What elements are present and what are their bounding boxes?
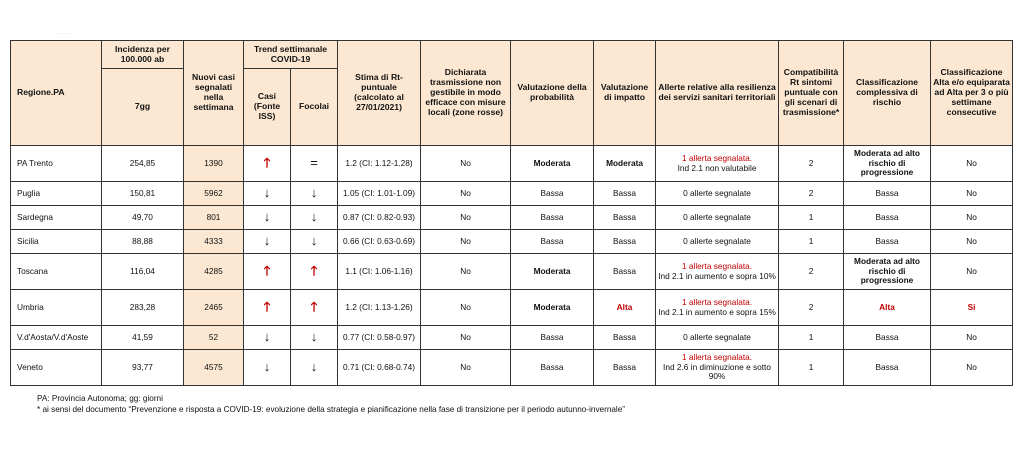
arrow-equal-icon: =	[310, 154, 318, 170]
cell-probabilita: Bassa	[511, 230, 594, 254]
cell-incidenza: 254,85	[102, 146, 184, 182]
cell-alta-3-settimane: Si	[931, 290, 1013, 326]
cell-classificazione: Moderata ad alto rischio di progressione	[844, 254, 931, 290]
header-allerte: Allerte relative alla resilienza dei servizi sanitari territoriali	[656, 41, 779, 146]
footnote-reference: * ai sensi del documento “Prevenzione e risposta a COVID-19: evoluzione della strategia e pianificazione nella fase di transizione per il periodo autunno-invernale”	[37, 405, 626, 414]
cell-allerte	[656, 206, 779, 230]
cell-dichiarata: No	[421, 290, 511, 326]
cell-nuovi-casi: 4575	[184, 350, 244, 386]
cell-dichiarata: No	[421, 230, 511, 254]
cell-compatibilita: 1	[779, 350, 844, 386]
cell-casi-trend	[244, 290, 291, 326]
cell-impatto: Alta	[594, 290, 656, 326]
cell-allerte	[656, 146, 779, 182]
cell-impatto: Bassa	[594, 350, 656, 386]
cell-allerte	[656, 290, 779, 326]
top-note: ...............	[55, 30, 72, 35]
cell-alta-3-settimane: No	[931, 146, 1013, 182]
cell-nuovi-casi: 52	[184, 326, 244, 350]
cell-allerte	[656, 254, 779, 290]
cell-probabilita: Bassa	[511, 206, 594, 230]
cell-incidenza: 49,70	[102, 206, 184, 230]
allerte-detail-text: Ind 2.1 non valutabile	[677, 162, 757, 173]
cell-probabilita: Bassa	[511, 182, 594, 206]
cell-compatibilita: 1	[779, 230, 844, 254]
cell-impatto: Bassa	[594, 182, 656, 206]
cell-regione: Toscana	[11, 254, 102, 290]
allerte-segnalate-text: 1 allerta segnalata.	[681, 260, 753, 271]
header-incidenza-sub: 7gg	[102, 69, 184, 146]
cell-incidenza: 150,81	[102, 182, 184, 206]
allerte-detail-text: Ind 2.6 in diminuzione e sotto 90%	[663, 361, 771, 382]
cell-probabilita: Bassa	[511, 326, 594, 350]
cell-compatibilita: 2	[779, 146, 844, 182]
arrow-down-icon: ↓	[263, 328, 271, 344]
arrow-down-icon: ↓	[263, 358, 271, 374]
arrow-down-icon: ↓	[263, 208, 271, 224]
cell-nuovi-casi: 4333	[184, 230, 244, 254]
cell-nuovi-casi: 4285	[184, 254, 244, 290]
cell-allerte	[656, 230, 779, 254]
cell-classificazione: Moderata ad alto rischio di progressione	[844, 146, 931, 182]
cell-incidenza: 283,28	[102, 290, 184, 326]
arrow-up-icon: 🡑	[263, 262, 271, 278]
allerte-segnalate-text: 1 allerta segnalata.	[681, 152, 753, 163]
cell-focolai-trend	[291, 230, 338, 254]
table-row	[11, 326, 1013, 350]
arrow-down-icon: ↓	[310, 232, 318, 248]
cell-alta-3-settimane: No	[931, 230, 1013, 254]
cell-regione: Sicilia	[11, 230, 102, 254]
table-row	[11, 230, 1013, 254]
cell-nuovi-casi: 5962	[184, 182, 244, 206]
header-regione: Regione.PA	[11, 41, 102, 146]
cell-regione: Umbria	[11, 290, 102, 326]
cell-compatibilita: 2	[779, 290, 844, 326]
allerte-detail-text: 0 allerte segnalate	[683, 187, 751, 198]
cell-probabilita: Moderata	[511, 290, 594, 326]
cell-nuovi-casi: 2465	[184, 290, 244, 326]
cell-incidenza: 88,88	[102, 230, 184, 254]
cell-focolai-trend	[291, 290, 338, 326]
cell-classificazione: Bassa	[844, 230, 931, 254]
arrow-down-icon: ↓	[310, 358, 318, 374]
footnote-legend: PA: Provincia Autonoma; gg: giorni	[37, 394, 163, 403]
cell-dichiarata: No	[421, 350, 511, 386]
cell-alta-3-settimane: No	[931, 206, 1013, 230]
header-dichiarata: Dichiarata trasmissione non gestibile in modo efficace con misure locali (zone rosse)	[421, 41, 511, 146]
cell-rt: 0.77 (CI: 0.58-0.97)	[338, 326, 421, 350]
header-casi: Casi (Fonte ISS)	[244, 69, 291, 146]
table-row	[11, 254, 1013, 290]
allerte-segnalate-text: 1 allerta segnalata.	[681, 352, 753, 363]
cell-nuovi-casi: 801	[184, 206, 244, 230]
cell-regione: PA Trento	[11, 146, 102, 182]
cell-dichiarata: No	[421, 326, 511, 350]
header-classificazione: Classificazione complessiva di rischio	[844, 41, 931, 146]
cell-allerte	[656, 350, 779, 386]
header-impatto: Valutazione di impatto	[594, 41, 656, 146]
table-row	[11, 290, 1013, 326]
cell-classificazione: Bassa	[844, 182, 931, 206]
cell-compatibilita: 1	[779, 326, 844, 350]
cell-focolai-trend	[291, 182, 338, 206]
cell-classificazione: Bassa	[844, 206, 931, 230]
regional-risk-table	[10, 40, 1013, 386]
header-compatibilita: Compatibilità Rt sintomi puntuale con gli scenari di trasmissione*	[779, 41, 844, 146]
cell-allerte	[656, 182, 779, 206]
header-trend: Trend settimanale COVID-19	[244, 41, 338, 69]
cell-rt: 1.2 (CI: 1.12-1.28)	[338, 146, 421, 182]
cell-rt: 1.05 (CI: 1.01-1.09)	[338, 182, 421, 206]
arrow-down-icon: ↓	[310, 184, 318, 200]
cell-focolai-trend	[291, 254, 338, 290]
allerte-detail-text: 0 allerte segnalate	[683, 331, 751, 342]
cell-casi-trend	[244, 326, 291, 350]
allerte-detail-text: 0 allerte segnalate	[683, 235, 751, 246]
cell-regione: Puglia	[11, 182, 102, 206]
cell-focolai-trend	[291, 146, 338, 182]
cell-incidenza: 116,04	[102, 254, 184, 290]
cell-impatto: Bassa	[594, 230, 656, 254]
cell-alta-3-settimane: No	[931, 350, 1013, 386]
arrow-down-icon: ↓	[263, 184, 271, 200]
cell-dichiarata: No	[421, 254, 511, 290]
header-incidenza: Incidenza per 100.000 ab	[102, 41, 184, 69]
cell-probabilita: Bassa	[511, 350, 594, 386]
cell-alta-3-settimane: No	[931, 182, 1013, 206]
cell-dichiarata: No	[421, 146, 511, 182]
cell-classificazione: Bassa	[844, 326, 931, 350]
arrow-up-icon: 🡑	[310, 298, 318, 314]
cell-alta-3-settimane: No	[931, 326, 1013, 350]
header-focolai: Focolai	[291, 69, 338, 146]
cell-incidenza: 41,59	[102, 326, 184, 350]
table-row	[11, 182, 1013, 206]
cell-dichiarata: No	[421, 206, 511, 230]
table-row	[11, 206, 1013, 230]
cell-rt: 0.66 (CI: 0.63-0.69)	[338, 230, 421, 254]
allerte-segnalate-text: 1 allerta segnalata.	[681, 296, 753, 307]
cell-probabilita: Moderata	[511, 146, 594, 182]
cell-classificazione: Alta	[844, 290, 931, 326]
header-nuovi-casi: Nuovi casi segnalati nella settimana	[184, 41, 244, 146]
cell-regione: Veneto	[11, 350, 102, 386]
cell-focolai-trend	[291, 326, 338, 350]
arrow-up-icon: 🡑	[310, 262, 318, 278]
cell-compatibilita: 1	[779, 206, 844, 230]
cell-casi-trend	[244, 230, 291, 254]
cell-dichiarata: No	[421, 182, 511, 206]
cell-impatto: Bassa	[594, 326, 656, 350]
cell-impatto: Bassa	[594, 254, 656, 290]
cell-rt: 1.2 (CI: 1.13-1.26)	[338, 290, 421, 326]
arrow-down-icon: ↓	[310, 208, 318, 224]
cell-incidenza: 93,77	[102, 350, 184, 386]
cell-compatibilita: 2	[779, 254, 844, 290]
allerte-detail-text: Ind 2.1 in aumento e sopra 15%	[658, 306, 776, 317]
cell-casi-trend	[244, 182, 291, 206]
cell-regione: Sardegna	[11, 206, 102, 230]
allerte-detail-text: 0 allerte segnalate	[683, 211, 751, 222]
cell-classificazione: Bassa	[844, 350, 931, 386]
cell-rt: 0.71 (CI: 0.68-0.74)	[338, 350, 421, 386]
cell-nuovi-casi: 1390	[184, 146, 244, 182]
arrow-up-icon: 🡑	[263, 154, 271, 170]
cell-compatibilita: 2	[779, 182, 844, 206]
header-alta-3-settimane: Classificazione Alta e/o equiparata ad Alta per 3 o più settimane consecutive	[931, 41, 1013, 146]
cell-rt: 1.1 (CI: 1.06-1.16)	[338, 254, 421, 290]
cell-impatto: Bassa	[594, 206, 656, 230]
arrow-down-icon: ↓	[310, 328, 318, 344]
cell-casi-trend	[244, 206, 291, 230]
header-probabilita: Valutazione della probabilità	[511, 41, 594, 146]
allerte-detail-text: Ind 2.1 in aumento e sopra 10%	[658, 270, 776, 281]
cell-allerte	[656, 326, 779, 350]
table-row	[11, 350, 1013, 386]
header-rt: Stima di Rt-puntuale (calcolato al 27/01/2021)	[338, 41, 421, 146]
cell-alta-3-settimane: No	[931, 254, 1013, 290]
cell-focolai-trend	[291, 350, 338, 386]
arrow-up-icon: 🡑	[263, 298, 271, 314]
cell-casi-trend	[244, 146, 291, 182]
table-row	[11, 146, 1013, 182]
cell-rt: 0.87 (CI: 0.82-0.93)	[338, 206, 421, 230]
cell-impatto: Moderata	[594, 146, 656, 182]
cell-focolai-trend	[291, 206, 338, 230]
arrow-down-icon: ↓	[263, 232, 271, 248]
cell-regione: V.d'Aosta/V.d'Aoste	[11, 326, 102, 350]
cell-casi-trend	[244, 254, 291, 290]
cell-probabilita: Moderata	[511, 254, 594, 290]
cell-casi-trend	[244, 350, 291, 386]
